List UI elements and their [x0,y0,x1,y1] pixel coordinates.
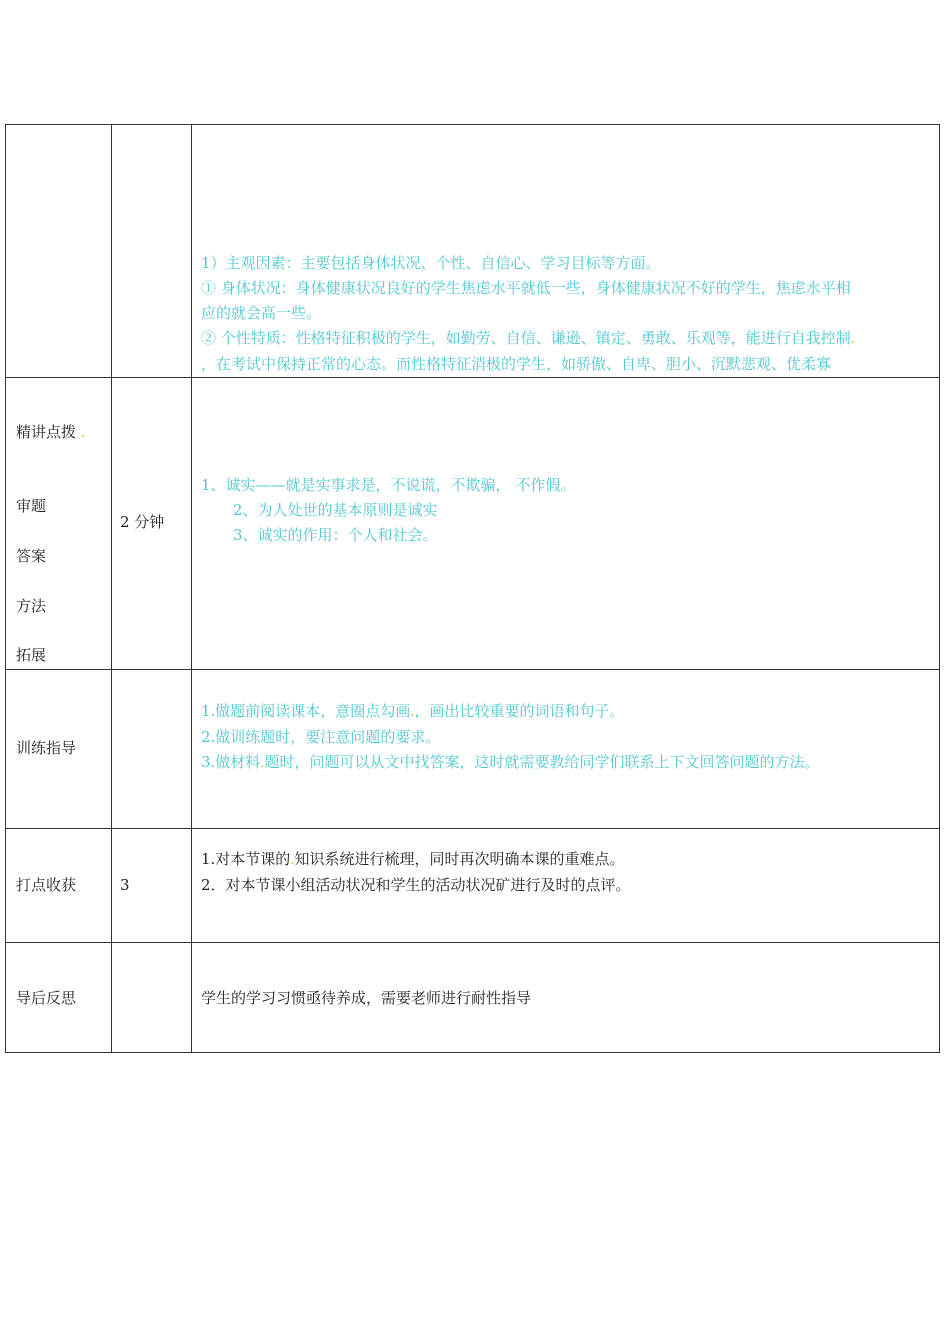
mark-dot: . [260,756,265,771]
time-cell [112,670,192,829]
stage-label: 精讲点拨 . [16,423,85,441]
content-line: 3、诚实的作用：个人和社会。 [233,526,438,544]
stage-cell [6,125,112,378]
time-cell [112,943,192,1053]
time-cell [112,378,192,670]
time-value: 3 [120,876,130,894]
time-cell [112,125,192,378]
mark-dot: . [850,332,855,347]
content-line: 应的就会高一些。 [201,304,322,322]
mark-dot: . [290,853,295,868]
content-line: 2、为人处世的基本原则是诚实 [233,501,438,519]
content-line: ① 身体状况：身体健康状况良好的学生焦虑水平就低一些，身体健康状况不好的学生，焦虑水平相 [201,279,851,297]
stage-cell [6,378,112,670]
table-row [6,943,940,1053]
stage-cell [6,670,112,829]
table-row [6,378,940,670]
stage-cell [6,943,112,1053]
content-line: 1.做题前阅读课本，意圈点勾画.，画出比较重要的词语和句子。 [201,702,625,720]
table-row [6,829,940,943]
content-cell [192,670,940,829]
content-cell [192,125,940,378]
content-cell [192,829,940,943]
content-line: 1.对本节课的.知识系统进行梳理，同时再次明确本课的重难点。 [201,850,625,868]
stage-label: 打点收获 [16,876,77,894]
content-cell [192,943,940,1053]
content-line: 3.做材料.题时，问题可以从文中找答案，这时就需要教给同学们联系上下文回答问题的方法。 [201,753,820,771]
content-line: 学生的学习习惯亟待养成，需要老师进行耐性指导 [201,989,532,1007]
content-line: 1）主观因素：主要包括身体状况、个性、自信心、学习目标等方面。 [201,254,661,272]
mark-dot: . [410,705,415,720]
sub-label: 方法 [16,597,47,615]
stage-label: 训练指导 [16,739,77,757]
stage-label: 导后反思 [16,989,77,1007]
sub-label: 答案 [16,547,47,565]
content-line: ② 个性特质：性格特征积极的学生，如勤劳、自信、谦逊、镇定、勇敢、乐观等，能进行自我控制. [201,329,855,347]
lesson-plan-table [5,124,940,1053]
table-row [6,670,940,829]
time-cell [112,829,192,943]
sub-label: 审题 [16,497,47,515]
content-cell [192,378,940,670]
sub-label: 拓展 [16,646,47,664]
content-line: 1、诚实——就是实事求是，不说谎，不欺骗， 不作假。 [201,476,576,494]
stage-cell [6,829,112,943]
time-value: 2 分钟 [120,513,165,531]
mark-dot: . [80,426,85,441]
table-row [6,125,940,378]
content-line: 2．对本节课小组活动状况和学生的活动状况矿进行及时的点评。 [201,876,631,894]
content-line: 2.做训练题时，要注意问题的要求。 [201,728,441,746]
content-line: ，在考试中保持正常的心态。而性格特征消极的学生，如骄傲、自卑、胆小、沉默悲观、优柔寡 [201,355,832,373]
